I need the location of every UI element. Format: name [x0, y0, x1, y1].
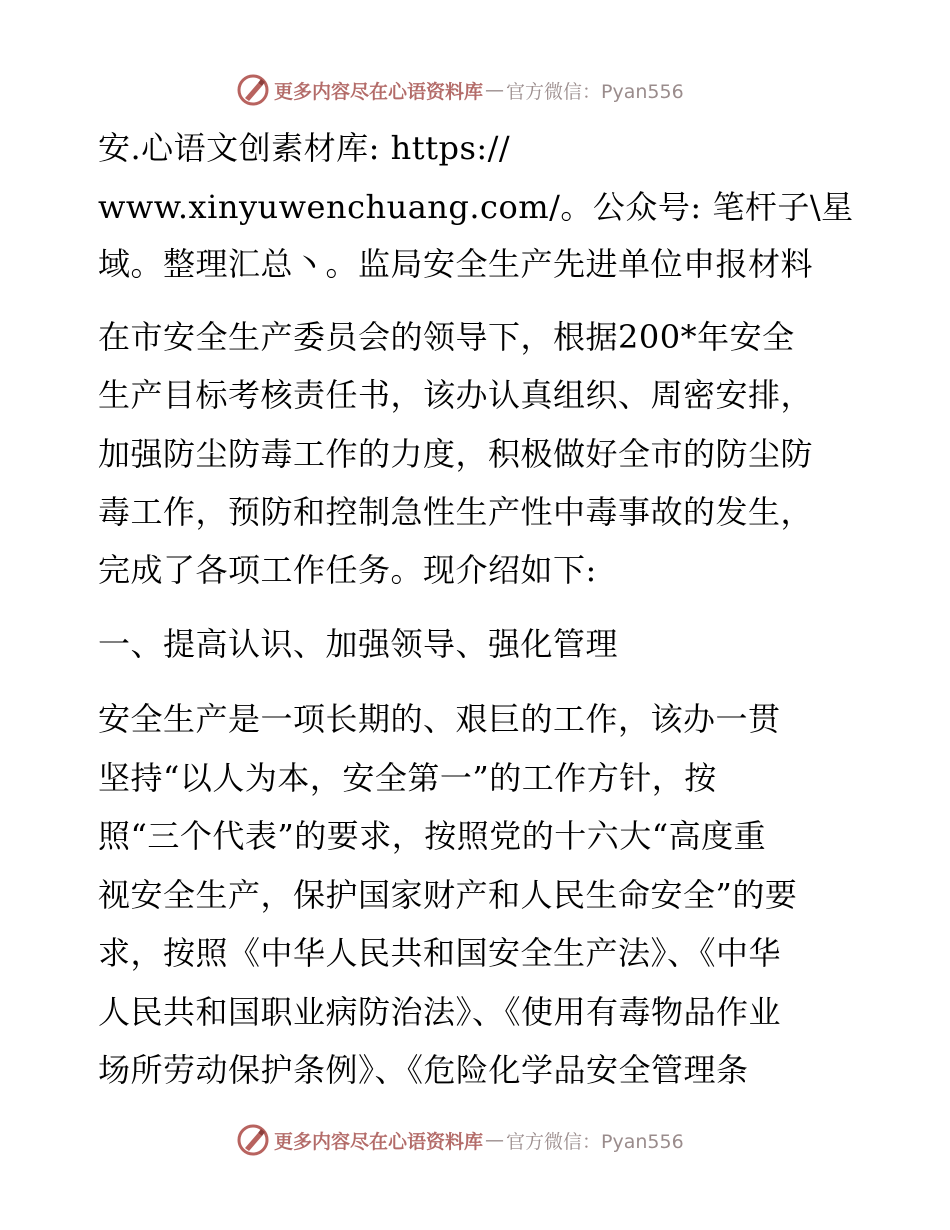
banner-dash: —	[485, 79, 505, 101]
document-line: 生产目标考核责任书，该办认真组织、周密安排，	[98, 376, 814, 414]
pen-logo-icon	[236, 1123, 270, 1157]
footer-watermark-banner	[236, 1120, 716, 1160]
banner-dash: —	[485, 1129, 505, 1151]
document-line: 场所劳动保护条例》、《危险化学品安全管理条	[98, 1051, 749, 1089]
banner-brand-text: 更多内容尽在心语资料库	[274, 80, 484, 103]
pen-logo-icon	[236, 73, 270, 107]
document-line: 毒工作，预防和控制急性生产性中毒事故的发生，	[98, 493, 814, 531]
document-line: 视安全生产，保护国家财产和人民生命安全”的要	[98, 876, 798, 914]
document-line: 人民共和国职业病防治法》、《使用有毒物品作业	[98, 993, 782, 1031]
banner-brand-text: 更多内容尽在心语资料库	[274, 1130, 484, 1153]
document-line: 加强防尘防毒工作的力度，积极做好全市的防尘防	[98, 435, 814, 473]
banner-wechat-text: 官方微信：Pyan556	[506, 80, 684, 103]
document-line: 照“三个代表”的要求，按照党的十六大“高度重	[98, 817, 767, 855]
section-heading: 一、提高认识、加强领导、强化管理	[98, 625, 619, 663]
document-line: 坚持“以人为本，安全第一”的工作方针，按	[98, 759, 717, 797]
banner-wechat-text: 官方微信：Pyan556	[506, 1130, 684, 1153]
document-line: 域。整理汇总丶。监局安全生产先进单位申报材料	[98, 245, 814, 283]
document-line: 安全生产是一项长期的、艰巨的工作，该办一贯	[98, 700, 781, 738]
document-line: 安.心语文创素材库: https://	[98, 129, 511, 167]
document-line: 求，按照《中华人民共和国安全生产法》、《中华	[98, 934, 782, 972]
document-line: 完成了各项工作任务。现介绍如下:	[98, 551, 597, 589]
header-watermark-banner	[236, 70, 716, 110]
document-line: 在市安全生产委员会的领导下，根据200*年安全	[98, 318, 795, 356]
document-line: www.xinyuwenchuang.com/。公众号: 笔杆子\星	[98, 188, 854, 226]
